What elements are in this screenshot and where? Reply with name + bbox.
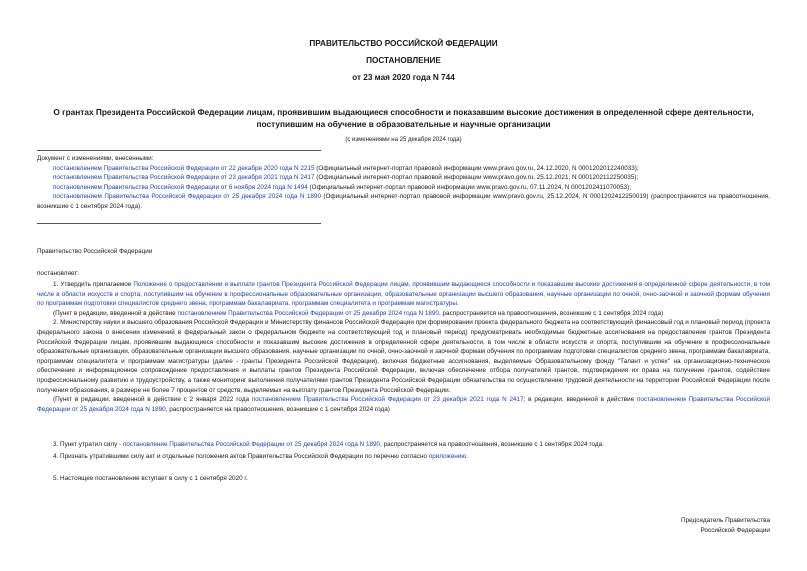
amendment-item: постановлением Правительства Российской Федерации от 25 декабря 2024 года N 1890 (Официальный интернет-портал правовой информации www.pravo.gov.ru, 25.12.2024, N 0001202412250019) (распространяется на правоотношения, возникшие с 1 сентября 2024 года). — [37, 193, 770, 210]
amendment-item: постановлением Правительства Российской Федерации от 6 ноября 2024 года N 1494 (Официальный интернет-портал правовой информации www.pravo.gov.ru, 07.11.2024, N 0001202411070053); — [53, 183, 632, 191]
signature-org: Российской Федерации — [700, 527, 770, 534]
regulation-link[interactable]: Положение о предоставлении и выплате грантов Президента Российской Федерации лицам, проявившим выдающиеся способности и показавшим высокие достижения в определенной сфере деятельности, в том числе в области искусств и спорта, поступившим на обучение в профессиональные образовательные организации, образовательные организации высшего образования, научные организации по очной, очно-заочной и заочной формам обучения по программам подготовки специалистов среднего звена, программам бакалавриата, программам специалитета и программам магистратуры — [37, 281, 770, 308]
paragraph-2: 2. Министерству науки и высшего образования Российской Федерации и Министерству финансов Российской Федерации при формировании проекта федерального бюджета на соответствующий финансовый год и плановый период (проекта федерального закона о внесении изменений в федеральный закон о федеральном бюджете на соответствующий год и плановый период) предусматривать необходимые бюджетные ассигнования на предоставление грантов Президента Российской Федерации лицам, проявившим выдающиеся способности и показавшим высокие достижения в определенной сфере деятельности, в том числе в области искусств и спорта, поступившим на обучение в профессиональные образовательные организации, образовательные организации высшего образования, научные организации по очной, очно-заочной и заочной формам обучения по программам подготовки специалистов среднего звена, программам бакалавриата, программам специалитета и программам магистратуры (далее - гранты Президента Российской Федерации), включая бюджетные ассигнования, выделяемые Образовательному фонду "Талант и успех" на организационно-техническое обеспечение и информационное сопровождение предоставления и выплаты грантов Президента Российской Федерации, включая обеспечение отбора получателей грантов, подтверждения их права на получение грантов, содействие профессиональному развитию и трудоустройству, а также мониторинг выполнения получателями грантов Президента Российской Федерации обязательства по осуществлению трудовой деятельности на территории Российской Федерации после получения образования, в размере не более 7 процентов от средств, выделяемых на выплату грантов Президента Российской Федерации. — [37, 319, 770, 394]
divider-bottom — [37, 223, 321, 224]
signature-block — [681, 516, 770, 536]
amendment-link[interactable]: постановлением Правительства Российской Федерации от 25 декабря 2024 года N 1890 — [53, 193, 321, 201]
signature-title: Председатель Правительства — [681, 517, 770, 524]
document-date-number: от 23 мая 2020 года N 744 — [352, 73, 455, 82]
amendments-intro: Документ с изменениями, внесенными: — [37, 155, 154, 162]
amendment-link[interactable]: постановлением Правительства Российской Федерации от 25 декабря 2024 года N 1890 — [177, 309, 439, 317]
decree-body — [37, 280, 770, 414]
paragraph-4: 4. Признать утратившими силу акт и отдельные положения актов Правительства Российской Федерации по перечню согласно приложению. — [53, 453, 468, 460]
amendment-item: постановлением Правительства Российской Федерации от 22 декабря 2020 года N 2215 (Официальный интернет-портал правовой информации www.pravo.gov.ru, 24.12.2020, N 0001202012240033); — [53, 164, 639, 172]
government-line: Правительство Российской Федерации — [37, 248, 153, 255]
amendment-link[interactable]: постановлением Правительства Российской Федерации от 25 декабря 2024 года N 1890 — [37, 396, 770, 413]
document-type: ПОСТАНОВЛЕНИЕ — [366, 56, 441, 65]
government-heading: ПРАВИТЕЛЬСТВО РОССИЙСКОЙ ФЕДЕРАЦИИ — [309, 39, 498, 48]
paragraph-1: 1. Утвердить прилагаемое Положение о предоставлении и выплате грантов Президента Российской Федерации лицам, проявившим выдающиеся способности и показавшим высокие достижения в определенной сфере деятельности, в том числе в области искусств и спорта, поступившим на обучение в профессиональные образовательные организации, образовательные организации высшего образования, научные организации по очной, очно-заочной и заочной формам обучения по программам подготовки специалистов среднего звена, программам бакалавриата, программам специалитета и программам магистратуры. — [37, 281, 770, 308]
paragraph-5: 5. Настоящее постановление вступает в силу с 1 сентября 2020 г. — [53, 475, 248, 482]
divider-top — [37, 150, 321, 151]
amendment-link[interactable]: постановлением Правительства Российской Федерации от 22 декабря 2020 года N 2215 — [53, 164, 315, 172]
amendment-link[interactable]: постановлением Правительства Российской Федерации от 23 декабря 2021 года N 2417 — [251, 396, 524, 404]
paragraph-3: 3. Пункт утратил силу - постановление Правительства Российской Федерации от 25 декабря 2024 года N 1890, распространяется на правоотношения, возникшие с 1 сентября 2024 года. — [53, 441, 604, 448]
document-title: О грантах Президента Российской Федерации лицам, проявившим выдающиеся способности и показавшим высокие достижения в определенной сфере деятельности, поступившим на обучение в образовательные и научные организации — [53, 107, 754, 129]
amendment-link[interactable]: постановлением Правительства Российской Федерации от 23 декабря 2021 года N 2417 — [53, 174, 315, 182]
amendment-link[interactable]: постановлением Правительства Российской Федерации от 6 ноября 2024 года N 1494 — [53, 183, 308, 191]
amendment-link[interactable]: постановление Правительства Российской Федерации от 25 декабря 2024 года N 1890 — [122, 441, 381, 448]
amendment-item: постановлением Правительства Российской Федерации от 23 декабря 2021 года N 2417 (Официальный интернет-портал правовой информации www.pravo.gov.ru, 25.12.2021, N 0001202112250035); — [53, 174, 639, 182]
changes-note: (с изменениями на 25 декабря 2024 года) — [345, 137, 462, 143]
paragraph-1-note: (Пункт в редакции, введенной в действие постановлением Правительства Российской Федерации от 25 декабря 2024 года N 1890, распространяется на правоотношения, возникшие с 1 сентября 2024 года) — [53, 309, 664, 317]
appendix-link[interactable]: приложению — [428, 453, 467, 460]
decrees-line: постановляет: — [37, 270, 79, 277]
amendments-block — [37, 154, 770, 212]
paragraph-2-note: (Пункт в редакции, введенной в действие с 2 января 2022 года постановлением Правительства Российской Федерации от 23 декабря 2021 года N 2417; в редакции, введенной в действие постановлением Правительства Российской Федерации от 25 декабря 2024 года N 1890, распространяется на правоотношения, возникшие с 1 сентября 2024 года) — [37, 396, 770, 413]
